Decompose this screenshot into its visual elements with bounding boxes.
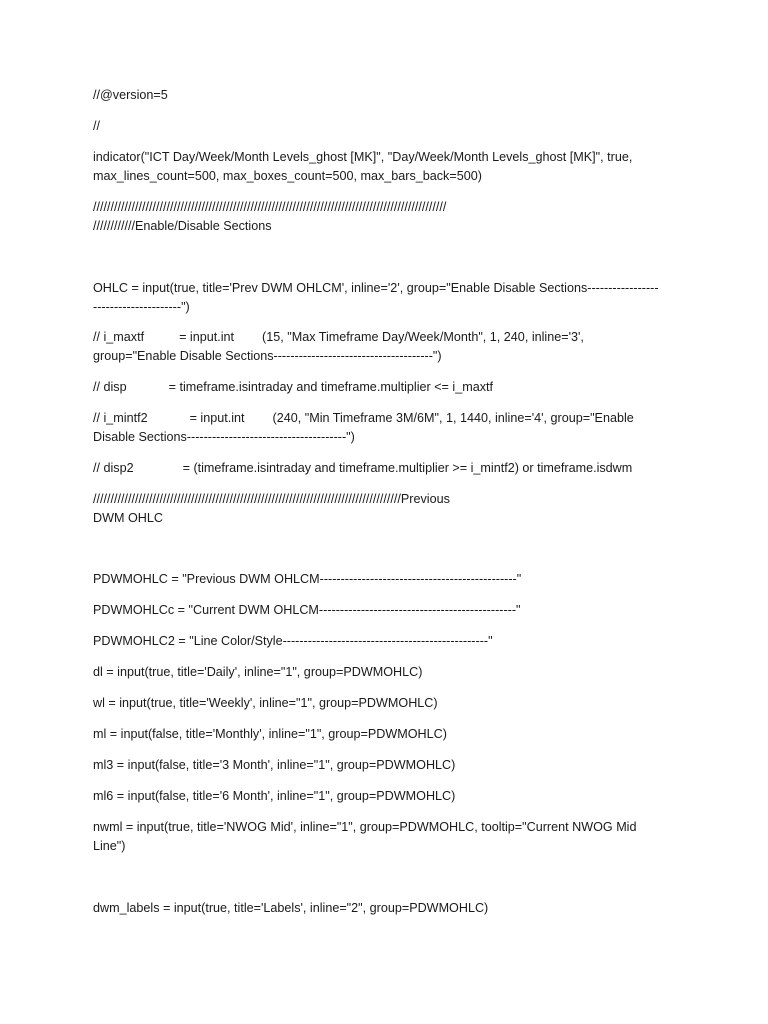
code-line: wl = input(true, title='Weekly', inline="1", group=PDWMOHLC) (93, 696, 438, 710)
code-line: // disp2 = (timeframe.isintraday and timeframe.multiplier >= i_mintf2) or timeframe.isdwm (93, 461, 633, 475)
code-line: ml3 = input(false, title='3 Month', inline="1", group=PDWMOHLC) (93, 758, 456, 772)
code-line: Disable Sections--------------------------------------") (93, 430, 355, 444)
code-line: indicator("ICT Day/Week/Month Levels_ghost [MK]", "Day/Week/Month Levels_ghost [MK]", true, (93, 150, 633, 164)
code-line: PDWMOHLC2 = "Line Color/Style-------------------------------------------------" (93, 634, 493, 648)
code-line: ////////////////////////////////////////////////////////////////////////////////////////Previous (93, 492, 450, 506)
code-line: // i_maxtf = input.int (15, "Max Timeframe Day/Week/Month", 1, 240, inline='3', (93, 330, 584, 344)
code-line: // disp = timeframe.isintraday and timeframe.multiplier <= i_maxtf (93, 380, 493, 394)
code-line: dwm_labels = input(true, title='Labels', inline="2", group=PDWMOHLC) (93, 901, 489, 915)
code-line: ///////////////////////////////////////////////////////////////////////////////////////////////////// (93, 200, 447, 214)
code-line: // (93, 119, 100, 133)
code-line: ---------------------") (93, 300, 190, 314)
code-line: PDWMOHLC = "Previous DWM OHLCM-----------------------------------------------" (93, 572, 522, 586)
code-line: ml = input(false, title='Monthly', inline="1", group=PDWMOHLC) (93, 727, 447, 741)
code-line: OHLC = input(true, title='Prev DWM OHLCM', inline='2', group="Enable Disable Sections----------------- (93, 281, 659, 295)
code-line: max_lines_count=500, max_boxes_count=500, max_bars_back=500) (93, 169, 482, 183)
code-line: nwml = input(true, title='NWOG Mid', inline="1", group=PDWMOHLC, tooltip="Current NWOG Mid (93, 820, 637, 834)
code-line: ////////////Enable/Disable Sections (93, 219, 272, 233)
code-line: group="Enable Disable Sections--------------------------------------") (93, 349, 442, 363)
code-line: DWM OHLC (93, 511, 163, 525)
code-line: //@version=5 (93, 88, 168, 102)
code-line: PDWMOHLCc = "Current DWM OHLCM-----------------------------------------------" (93, 603, 521, 617)
code-line: // i_mintf2 = input.int (240, "Min Timeframe 3M/6M", 1, 1440, inline='4', group="Enable (93, 411, 634, 425)
code-line: Line") (93, 839, 126, 853)
code-line: ml6 = input(false, title='6 Month', inline="1", group=PDWMOHLC) (93, 789, 456, 803)
code-line: dl = input(true, title='Daily', inline="1", group=PDWMOHLC) (93, 665, 423, 679)
